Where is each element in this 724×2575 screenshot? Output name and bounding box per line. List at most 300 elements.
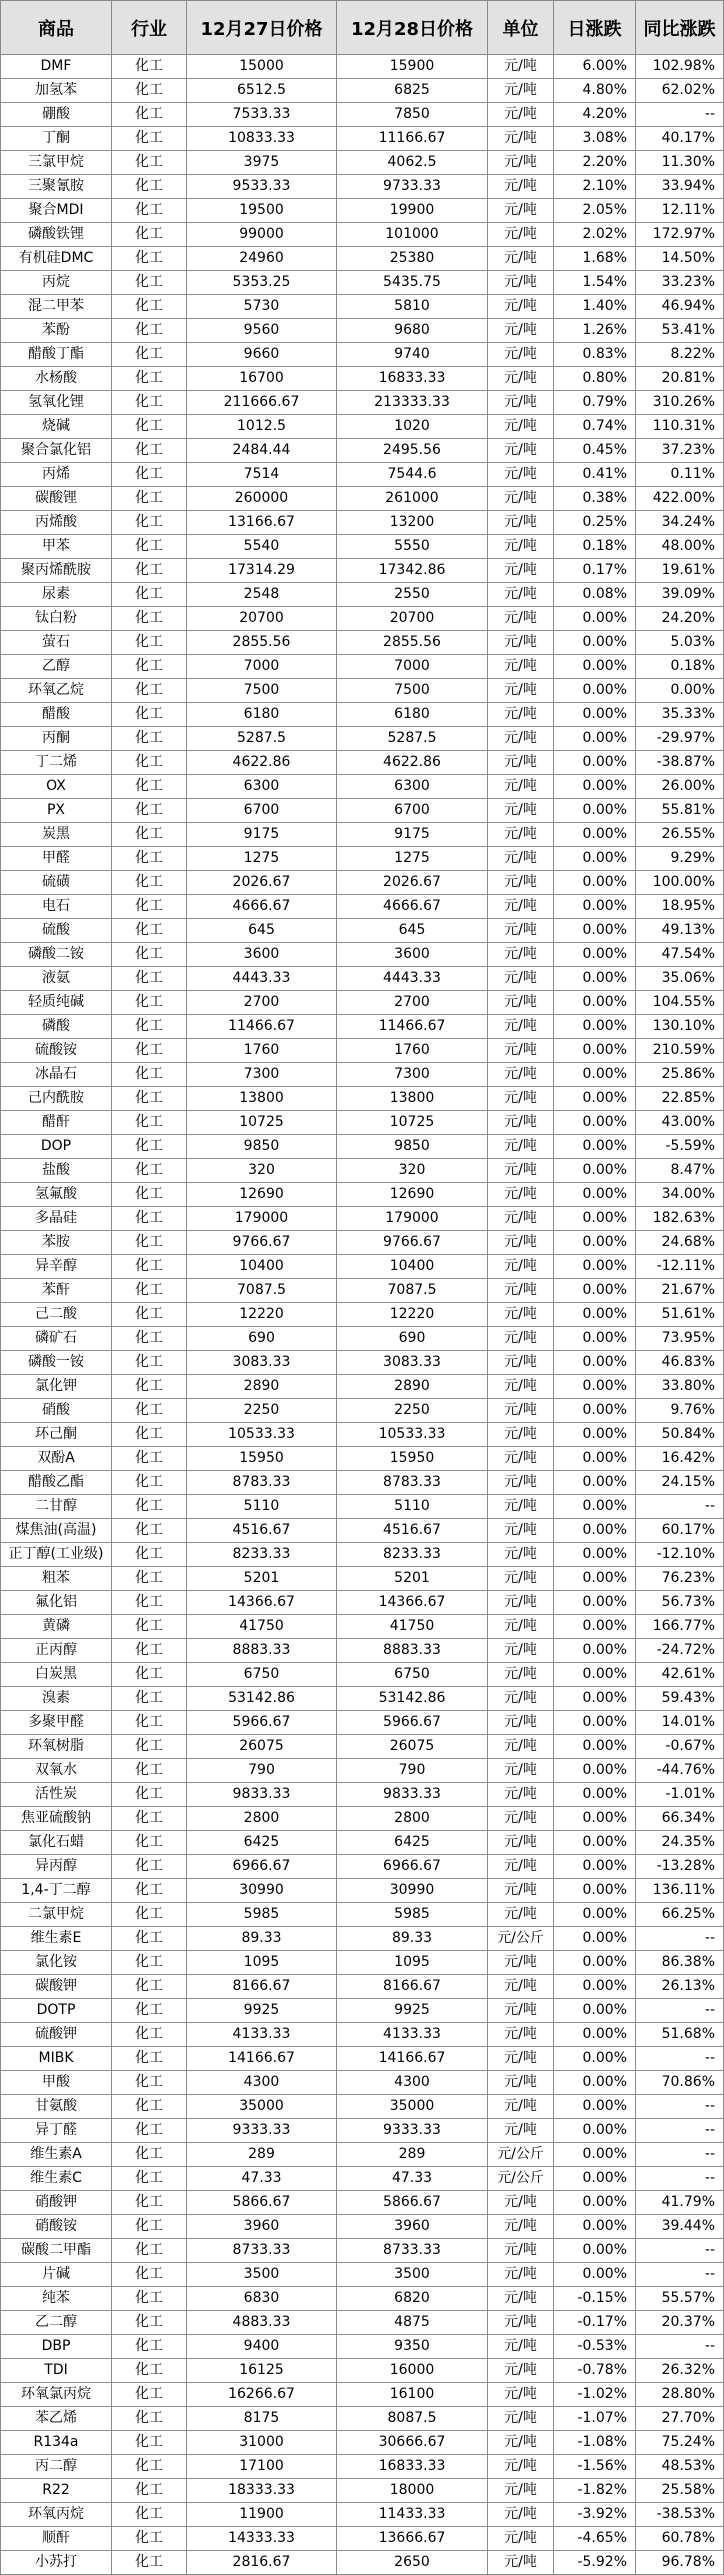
daily-change-cell: -0.78% — [554, 2359, 636, 2383]
price-dec28-cell: 4516.67 — [337, 1519, 488, 1543]
industry-cell: 化工 — [112, 271, 187, 295]
price-dec28-cell: 12220 — [337, 1303, 488, 1327]
commodity-cell: 己内酰胺 — [1, 1087, 112, 1111]
price-dec27-cell: 4622.86 — [187, 751, 337, 775]
industry-cell: 化工 — [112, 2239, 187, 2263]
commodity-cell: 丙烯酸 — [1, 511, 112, 535]
industry-cell: 化工 — [112, 1855, 187, 1879]
commodity-cell: 丙酮 — [1, 727, 112, 751]
table-row — [1, 1183, 724, 1207]
price-dec27-cell: 8783.33 — [187, 1471, 337, 1495]
table-row — [1, 2023, 724, 2047]
table-row — [1, 1255, 724, 1279]
price-dec27-cell: 30990 — [187, 1879, 337, 1903]
price-dec28-cell: 9733.33 — [337, 175, 488, 199]
daily-change-cell: 0.00% — [554, 1399, 636, 1423]
table-body — [1, 55, 724, 2575]
unit-cell: 元/吨 — [488, 655, 554, 679]
price-dec28-cell: 10400 — [337, 1255, 488, 1279]
commodity-cell: 溴素 — [1, 1687, 112, 1711]
commodity-cell: 磷酸一铵 — [1, 1351, 112, 1375]
price-dec28-cell: 5287.5 — [337, 727, 488, 751]
price-dec27-cell: 6512.5 — [187, 79, 337, 103]
daily-change-cell: 0.00% — [554, 1135, 636, 1159]
price-dec28-cell: 11166.67 — [337, 127, 488, 151]
commodity-cell: 双酚A — [1, 1447, 112, 1471]
industry-cell: 化工 — [112, 1183, 187, 1207]
commodity-cell: 黄磷 — [1, 1615, 112, 1639]
price-dec28-cell: 5550 — [337, 535, 488, 559]
price-dec27-cell: 16700 — [187, 367, 337, 391]
daily-change-cell: 2.05% — [554, 199, 636, 223]
daily-change-cell: 0.00% — [554, 2239, 636, 2263]
col-header-price-dec28: 12月28日价格 — [337, 1, 488, 55]
industry-cell: 化工 — [112, 631, 187, 655]
price-dec27-cell: 6750 — [187, 1663, 337, 1687]
industry-cell: 化工 — [112, 823, 187, 847]
commodity-cell: 硫酸钾 — [1, 2023, 112, 2047]
table-row — [1, 895, 724, 919]
price-dec28-cell: 25380 — [337, 247, 488, 271]
yoy-change-cell: -- — [636, 2047, 724, 2071]
price-dec27-cell: 6700 — [187, 799, 337, 823]
industry-cell: 化工 — [112, 943, 187, 967]
industry-cell: 化工 — [112, 247, 187, 271]
unit-cell: 元/吨 — [488, 1039, 554, 1063]
yoy-change-cell: -- — [636, 2119, 724, 2143]
daily-change-cell: 0.00% — [554, 823, 636, 847]
industry-cell: 化工 — [112, 1375, 187, 1399]
industry-cell: 化工 — [112, 1975, 187, 1999]
yoy-change-cell: 46.83% — [636, 1351, 724, 1375]
yoy-change-cell: -- — [636, 1999, 724, 2023]
commodity-cell: 多聚甲醛 — [1, 1711, 112, 1735]
price-dec27-cell: 6180 — [187, 703, 337, 727]
table-row — [1, 439, 724, 463]
yoy-change-cell: 39.09% — [636, 583, 724, 607]
daily-change-cell: 0.00% — [554, 1615, 636, 1639]
table-row — [1, 1447, 724, 1471]
price-dec28-cell: 6825 — [337, 79, 488, 103]
yoy-change-cell: 22.85% — [636, 1087, 724, 1111]
daily-change-cell: 4.20% — [554, 103, 636, 127]
price-dec27-cell: 11466.67 — [187, 1015, 337, 1039]
table-row — [1, 103, 724, 127]
table-row — [1, 2215, 724, 2239]
table-row — [1, 223, 724, 247]
commodity-cell: 硫磺 — [1, 871, 112, 895]
daily-change-cell: 0.00% — [554, 727, 636, 751]
table-row — [1, 2431, 724, 2455]
yoy-change-cell: 35.06% — [636, 967, 724, 991]
price-dec27-cell: 99000 — [187, 223, 337, 247]
price-dec28-cell: 5810 — [337, 295, 488, 319]
price-dec28-cell: 5110 — [337, 1495, 488, 1519]
commodity-cell: 双氧水 — [1, 1759, 112, 1783]
industry-cell: 化工 — [112, 1783, 187, 1807]
table-row — [1, 655, 724, 679]
industry-cell: 化工 — [112, 463, 187, 487]
price-dec27-cell: 7087.5 — [187, 1279, 337, 1303]
table-row — [1, 1591, 724, 1615]
yoy-change-cell: 66.34% — [636, 1807, 724, 1831]
daily-change-cell: 0.00% — [554, 1903, 636, 1927]
price-dec27-cell: 15950 — [187, 1447, 337, 1471]
price-dec28-cell: 2650 — [337, 2551, 488, 2575]
price-dec27-cell: 13800 — [187, 1087, 337, 1111]
industry-cell: 化工 — [112, 1303, 187, 1327]
daily-change-cell: -0.17% — [554, 2311, 636, 2335]
price-dec28-cell: 6700 — [337, 799, 488, 823]
table-row — [1, 2143, 724, 2167]
table-row — [1, 1327, 724, 1351]
daily-change-cell: 0.79% — [554, 391, 636, 415]
daily-change-cell: 0.00% — [554, 2215, 636, 2239]
industry-cell: 化工 — [112, 79, 187, 103]
commodity-cell: 异辛醇 — [1, 1255, 112, 1279]
unit-cell: 元/吨 — [488, 79, 554, 103]
yoy-change-cell: 66.25% — [636, 1903, 724, 1927]
yoy-change-cell: 70.86% — [636, 2071, 724, 2095]
commodity-cell: 纯苯 — [1, 2287, 112, 2311]
price-dec28-cell: 8783.33 — [337, 1471, 488, 1495]
daily-change-cell: 0.00% — [554, 1927, 636, 1951]
industry-cell: 化工 — [112, 487, 187, 511]
price-dec27-cell: 3083.33 — [187, 1351, 337, 1375]
table-row — [1, 2311, 724, 2335]
unit-cell: 元/吨 — [488, 1783, 554, 1807]
yoy-change-cell: 62.02% — [636, 79, 724, 103]
daily-change-cell: 0.00% — [554, 2023, 636, 2047]
industry-cell: 化工 — [112, 2047, 187, 2071]
table-row — [1, 1159, 724, 1183]
industry-cell: 化工 — [112, 583, 187, 607]
header-row — [1, 1, 724, 55]
daily-change-cell: 0.00% — [554, 1423, 636, 1447]
daily-change-cell: 0.00% — [554, 1327, 636, 1351]
industry-cell: 化工 — [112, 703, 187, 727]
table-row — [1, 1015, 724, 1039]
daily-change-cell: -1.08% — [554, 2431, 636, 2455]
price-dec28-cell: 12690 — [337, 1183, 488, 1207]
unit-cell: 元/吨 — [488, 895, 554, 919]
price-dec27-cell: 10533.33 — [187, 1423, 337, 1447]
industry-cell: 化工 — [112, 151, 187, 175]
price-dec27-cell: 9766.67 — [187, 1231, 337, 1255]
price-dec28-cell: 6966.67 — [337, 1855, 488, 1879]
commodity-cell: 异丙醇 — [1, 1855, 112, 1879]
industry-cell: 化工 — [112, 295, 187, 319]
table-row — [1, 391, 724, 415]
unit-cell: 元/吨 — [488, 1327, 554, 1351]
commodity-cell: 液氨 — [1, 967, 112, 991]
commodity-cell: DBP — [1, 2335, 112, 2359]
yoy-change-cell: -44.76% — [636, 1759, 724, 1783]
daily-change-cell: 0.00% — [554, 1543, 636, 1567]
unit-cell: 元/吨 — [488, 583, 554, 607]
table-row — [1, 1567, 724, 1591]
daily-change-cell: -1.56% — [554, 2455, 636, 2479]
daily-change-cell: 0.00% — [554, 1975, 636, 1999]
price-dec28-cell: 4622.86 — [337, 751, 488, 775]
table-row — [1, 1207, 724, 1231]
daily-change-cell: 0.00% — [554, 967, 636, 991]
table-row — [1, 1759, 724, 1783]
yoy-change-cell: 39.44% — [636, 2215, 724, 2239]
yoy-change-cell: 35.33% — [636, 703, 724, 727]
commodity-cell: 磷酸铁锂 — [1, 223, 112, 247]
yoy-change-cell: 41.79% — [636, 2191, 724, 2215]
commodity-cell: 硝酸 — [1, 1399, 112, 1423]
yoy-change-cell: 26.55% — [636, 823, 724, 847]
yoy-change-cell: -- — [636, 1495, 724, 1519]
unit-cell: 元/吨 — [488, 703, 554, 727]
industry-cell: 化工 — [112, 1807, 187, 1831]
unit-cell: 元/吨 — [488, 1591, 554, 1615]
daily-change-cell: 0.00% — [554, 1015, 636, 1039]
unit-cell: 元/吨 — [488, 2407, 554, 2431]
price-dec28-cell: 5985 — [337, 1903, 488, 1927]
table-row — [1, 127, 724, 151]
daily-change-cell: 0.00% — [554, 943, 636, 967]
price-dec28-cell: 5966.67 — [337, 1711, 488, 1735]
yoy-change-cell: 0.00% — [636, 679, 724, 703]
commodity-cell: 氯化石蜡 — [1, 1831, 112, 1855]
industry-cell: 化工 — [112, 1927, 187, 1951]
unit-cell: 元/吨 — [488, 1999, 554, 2023]
unit-cell: 元/吨 — [488, 799, 554, 823]
yoy-change-cell: 55.57% — [636, 2287, 724, 2311]
industry-cell: 化工 — [112, 1231, 187, 1255]
price-dec27-cell: 47.33 — [187, 2167, 337, 2191]
table-row — [1, 1999, 724, 2023]
daily-change-cell: 3.08% — [554, 127, 636, 151]
industry-cell: 化工 — [112, 55, 187, 79]
yoy-change-cell: 102.98% — [636, 55, 724, 79]
daily-change-cell: 0.00% — [554, 2191, 636, 2215]
daily-change-cell: 0.00% — [554, 1063, 636, 1087]
unit-cell: 元/吨 — [488, 1351, 554, 1375]
industry-cell: 化工 — [112, 1279, 187, 1303]
yoy-change-cell: 5.03% — [636, 631, 724, 655]
yoy-change-cell: 20.81% — [636, 367, 724, 391]
price-dec28-cell: 7300 — [337, 1063, 488, 1087]
yoy-change-cell: 73.95% — [636, 1327, 724, 1351]
table-row — [1, 1855, 724, 1879]
industry-cell: 化工 — [112, 847, 187, 871]
daily-change-cell: -4.65% — [554, 2527, 636, 2551]
yoy-change-cell: 27.70% — [636, 2407, 724, 2431]
commodity-cell: 丙二醇 — [1, 2455, 112, 2479]
price-dec28-cell: 4666.67 — [337, 895, 488, 919]
yoy-change-cell: 60.78% — [636, 2527, 724, 2551]
daily-change-cell: 0.00% — [554, 2167, 636, 2191]
commodity-cell: 丁酮 — [1, 127, 112, 151]
industry-cell: 化工 — [112, 2287, 187, 2311]
unit-cell: 元/吨 — [488, 151, 554, 175]
industry-cell: 化工 — [112, 103, 187, 127]
daily-change-cell: 0.00% — [554, 751, 636, 775]
price-dec27-cell: 2855.56 — [187, 631, 337, 655]
price-dec27-cell: 15000 — [187, 55, 337, 79]
daily-change-cell: 0.00% — [554, 895, 636, 919]
unit-cell: 元/吨 — [488, 415, 554, 439]
commodity-cell: 维生素E — [1, 1927, 112, 1951]
price-dec28-cell: 2250 — [337, 1399, 488, 1423]
unit-cell: 元/吨 — [488, 2455, 554, 2479]
yoy-change-cell: 51.68% — [636, 2023, 724, 2047]
price-dec28-cell: 3600 — [337, 943, 488, 967]
price-dec28-cell: 1095 — [337, 1951, 488, 1975]
commodity-cell: 丙烯 — [1, 463, 112, 487]
industry-cell: 化工 — [112, 1063, 187, 1087]
daily-change-cell: 0.38% — [554, 487, 636, 511]
table-row — [1, 295, 724, 319]
unit-cell: 元/吨 — [488, 1879, 554, 1903]
table-row — [1, 631, 724, 655]
industry-cell: 化工 — [112, 2551, 187, 2575]
commodity-cell: 甲苯 — [1, 535, 112, 559]
daily-change-cell: 0.00% — [554, 1447, 636, 1471]
unit-cell: 元/吨 — [488, 1903, 554, 1927]
price-dec27-cell: 4133.33 — [187, 2023, 337, 2047]
industry-cell: 化工 — [112, 967, 187, 991]
price-dec27-cell: 2548 — [187, 583, 337, 607]
price-dec28-cell: 30990 — [337, 1879, 488, 1903]
commodity-cell: 苯胺 — [1, 1231, 112, 1255]
price-dec28-cell: 4443.33 — [337, 967, 488, 991]
unit-cell: 元/公斤 — [488, 1927, 554, 1951]
daily-change-cell: 0.00% — [554, 1159, 636, 1183]
table-row — [1, 1087, 724, 1111]
table-row — [1, 1039, 724, 1063]
price-dec28-cell: 4133.33 — [337, 2023, 488, 2047]
commodity-cell: 氢氟酸 — [1, 1183, 112, 1207]
industry-cell: 化工 — [112, 1663, 187, 1687]
col-header-yoy-change: 同比涨跌 — [636, 1, 724, 55]
industry-cell: 化工 — [112, 343, 187, 367]
price-dec28-cell: 8733.33 — [337, 2239, 488, 2263]
yoy-change-cell: 40.17% — [636, 127, 724, 151]
unit-cell: 元/吨 — [488, 679, 554, 703]
industry-cell: 化工 — [112, 367, 187, 391]
commodity-cell: 醋酐 — [1, 1111, 112, 1135]
table-row — [1, 175, 724, 199]
industry-cell: 化工 — [112, 2335, 187, 2359]
price-dec27-cell: 5201 — [187, 1567, 337, 1591]
yoy-change-cell: -- — [636, 103, 724, 127]
price-dec27-cell: 3600 — [187, 943, 337, 967]
price-dec27-cell: 19500 — [187, 199, 337, 223]
price-dec27-cell: 289 — [187, 2143, 337, 2167]
price-dec27-cell: 14166.67 — [187, 2047, 337, 2071]
unit-cell: 元/吨 — [488, 1063, 554, 1087]
yoy-change-cell: 59.43% — [636, 1687, 724, 1711]
table-row — [1, 1375, 724, 1399]
price-dec27-cell: 1760 — [187, 1039, 337, 1063]
commodity-cell: DMF — [1, 55, 112, 79]
table-row — [1, 247, 724, 271]
unit-cell: 元/吨 — [488, 1687, 554, 1711]
industry-cell: 化工 — [112, 1711, 187, 1735]
unit-cell: 元/吨 — [488, 1615, 554, 1639]
price-dec27-cell: 89.33 — [187, 1927, 337, 1951]
price-dec27-cell: 24960 — [187, 247, 337, 271]
industry-cell: 化工 — [112, 2191, 187, 2215]
daily-change-cell: 0.00% — [554, 631, 636, 655]
industry-cell: 化工 — [112, 1951, 187, 1975]
industry-cell: 化工 — [112, 607, 187, 631]
yoy-change-cell: 8.47% — [636, 1159, 724, 1183]
industry-cell: 化工 — [112, 1495, 187, 1519]
daily-change-cell: 0.00% — [554, 1207, 636, 1231]
table-row — [1, 943, 724, 967]
yoy-change-cell: -29.97% — [636, 727, 724, 751]
yoy-change-cell: 210.59% — [636, 1039, 724, 1063]
daily-change-cell: 0.00% — [554, 2095, 636, 2119]
daily-change-cell: -1.07% — [554, 2407, 636, 2431]
price-dec27-cell: 6966.67 — [187, 1855, 337, 1879]
commodity-cell: 维生素C — [1, 2167, 112, 2191]
table-row — [1, 2335, 724, 2359]
industry-cell: 化工 — [112, 919, 187, 943]
table-row — [1, 679, 724, 703]
table-row — [1, 463, 724, 487]
price-dec28-cell: 2550 — [337, 583, 488, 607]
commodity-cell: 乙醇 — [1, 655, 112, 679]
price-dec27-cell: 9833.33 — [187, 1783, 337, 1807]
col-header-daily-change: 日涨跌 — [554, 1, 636, 55]
daily-change-cell: 1.40% — [554, 295, 636, 319]
commodity-cell: 混二甲苯 — [1, 295, 112, 319]
unit-cell: 元/吨 — [488, 2383, 554, 2407]
yoy-change-cell: 28.80% — [636, 2383, 724, 2407]
table-row — [1, 1111, 724, 1135]
price-dec28-cell: 89.33 — [337, 1927, 488, 1951]
price-dec27-cell: 1095 — [187, 1951, 337, 1975]
daily-change-cell: 0.00% — [554, 1111, 636, 1135]
table-row — [1, 1879, 724, 1903]
unit-cell: 元/吨 — [488, 199, 554, 223]
price-dec27-cell: 10833.33 — [187, 127, 337, 151]
daily-change-cell: -5.92% — [554, 2551, 636, 2575]
table-row — [1, 2407, 724, 2431]
table-row — [1, 1975, 724, 1999]
industry-cell: 化工 — [112, 2023, 187, 2047]
industry-cell: 化工 — [112, 175, 187, 199]
daily-change-cell: 0.41% — [554, 463, 636, 487]
commodity-cell: 丁二烯 — [1, 751, 112, 775]
unit-cell: 元/吨 — [488, 2263, 554, 2287]
price-dec28-cell: 15900 — [337, 55, 488, 79]
table-row — [1, 2479, 724, 2503]
industry-cell: 化工 — [112, 1903, 187, 1927]
unit-cell: 元/吨 — [488, 247, 554, 271]
industry-cell: 化工 — [112, 1327, 187, 1351]
commodity-cell: 环氧树脂 — [1, 1735, 112, 1759]
industry-cell: 化工 — [112, 1687, 187, 1711]
price-dec28-cell: 47.33 — [337, 2167, 488, 2191]
table-row — [1, 703, 724, 727]
commodity-cell: 煤焦油(高温) — [1, 1519, 112, 1543]
price-dec28-cell: 645 — [337, 919, 488, 943]
price-dec27-cell: 9560 — [187, 319, 337, 343]
price-dec28-cell: 13200 — [337, 511, 488, 535]
commodity-cell: 醋酸乙酯 — [1, 1471, 112, 1495]
table-row — [1, 823, 724, 847]
daily-change-cell: -1.02% — [554, 2383, 636, 2407]
price-dec27-cell: 12220 — [187, 1303, 337, 1327]
